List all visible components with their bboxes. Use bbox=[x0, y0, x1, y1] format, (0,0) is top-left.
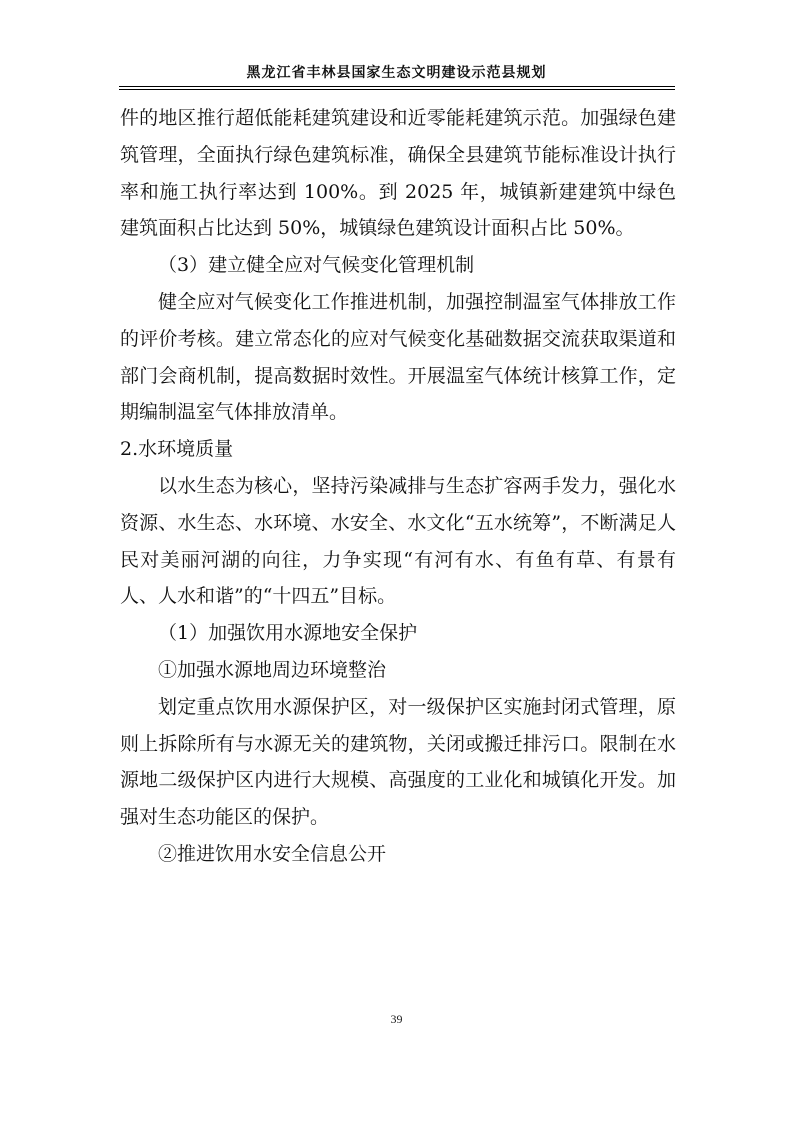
page-number: 39 bbox=[390, 1012, 403, 1026]
subsection-heading: （3）建立健全应对气候变化管理机制 bbox=[158, 254, 475, 277]
paragraph: 以水生态为核心，坚持污染减排与生态扩容两手发力，强化水资源、水生态、水环境、水安全、水文化“五水统筹”，不断满足人民对美丽河湖的向往，力争实现“有河有水、有鱼有草、有景有人、人水和谐”的“十四五”目标。 bbox=[120, 474, 676, 608]
paragraph: 健全应对气候变化工作推进机制，加强控制温室气体排放工作的评价考核。建立常态化的应对气候变化基础数据交流获取渠道和部门会商机制，提高数据时效性。开展温室气体统计核算工作，定期编制温室气体排放清单。 bbox=[120, 290, 676, 424]
item-heading: ①加强水源地周边环境整治 bbox=[158, 658, 387, 681]
paragraph-continuation: 件的地区推行超低能耗建筑建设和近零能耗建筑示范。加强绿色建筑管理，全面执行绿色建筑标准，确保全县建筑节能标准设计执行率和施工执行率达到 100%。到 2025 年，城镇新建建筑中绿色建筑面积占比达到 50%，城镇绿色建筑设计面积占比 50%。 bbox=[120, 107, 676, 240]
document-body bbox=[120, 100, 676, 873]
subsection-heading: （1）加强饮用水源地安全保护 bbox=[158, 622, 418, 645]
paragraph: 划定重点饮用水源保护区，对一级保护区实施封闭式管理，原则上拆除所有与水源无关的建筑物，关闭或搬迁排污口。限制在水源地二级保护区内进行大规模、高强度的工业化和城镇化开发。加强对生态功能区的保护。 bbox=[120, 695, 676, 829]
header-divider bbox=[119, 86, 675, 90]
item-heading: ②推进饮用水安全信息公开 bbox=[158, 842, 387, 865]
page-header-title: 黑龙江省丰林县国家生态文明建设示范县规划 bbox=[246, 65, 547, 81]
section-heading: 2.水环境质量 bbox=[120, 438, 234, 461]
